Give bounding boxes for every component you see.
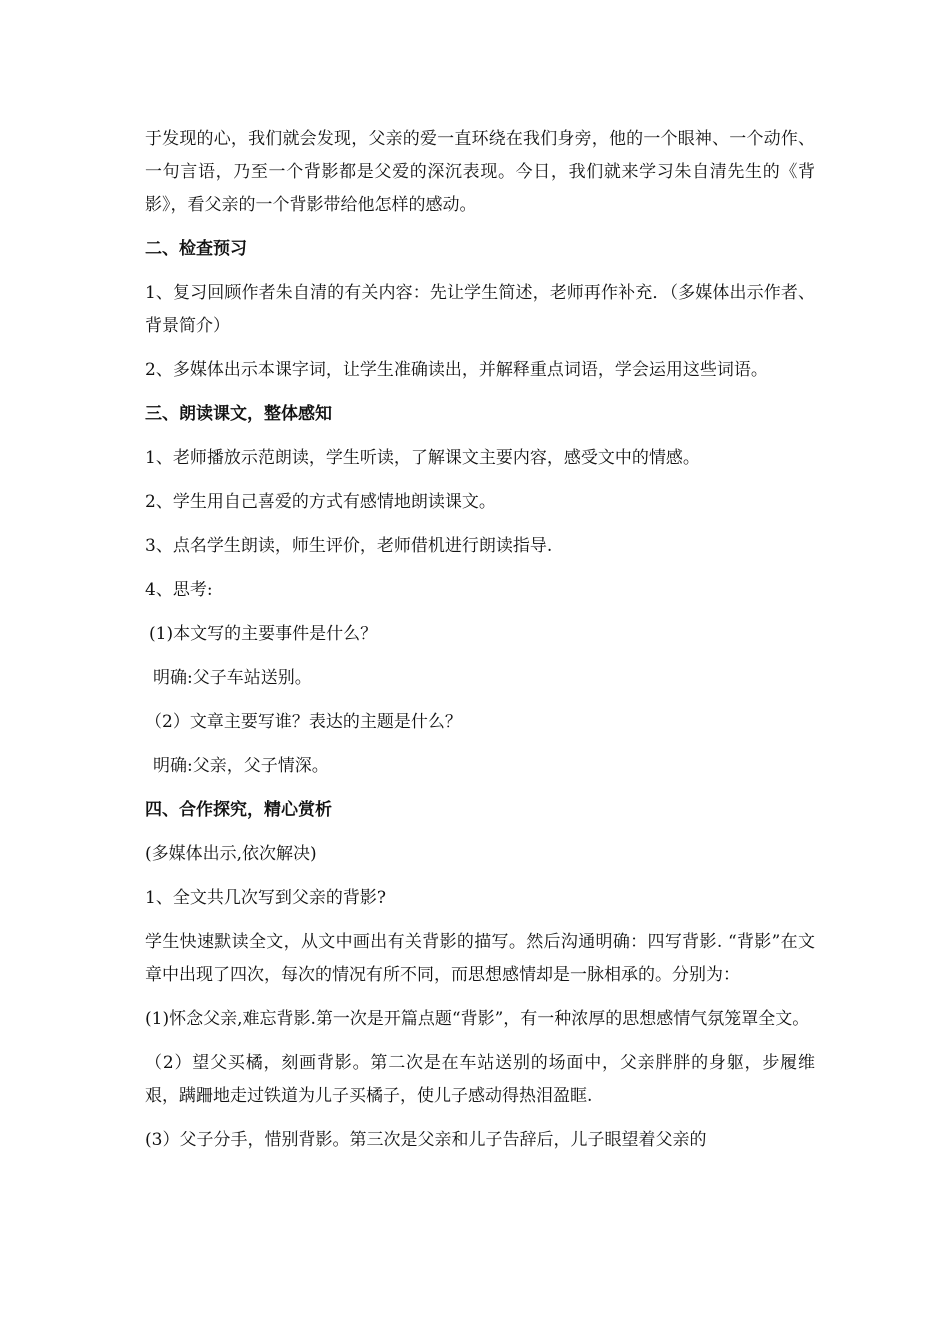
- document-body: [145, 120, 815, 1168]
- paragraph: (多媒体出示,依次解决): [145, 844, 317, 864]
- paragraph: 2、学生用自己喜爱的方式有感情地朗读课文。: [145, 492, 496, 512]
- question-item: （2）文章主要写谁？表达的主题是什么？: [145, 712, 462, 732]
- paragraph: 4、思考:: [145, 580, 213, 600]
- paragraph: 学生快速默读全文，从文中画出有关背影的描写。然后沟通明确：四写背影. “背影”在文章中出现了四次，每次的情况有所不同，而思想感情却是一脉相承的。分别为：: [145, 932, 815, 985]
- section-heading-analysis: 四、合作探究，精心赏析: [145, 800, 332, 820]
- paragraph: (1)怀念父亲,难忘背影.第一次是开篇点题“背影”，有一种浓厚的思想感情气氛笼罩全文。: [145, 1009, 810, 1029]
- paragraph: 3、点名学生朗读，师生评价，老师借机进行朗读指导.: [145, 536, 553, 556]
- paragraph: 2、多媒体出示本课字词，让学生准确读出，并解释重点词语，学会运用这些词语。: [145, 360, 768, 380]
- paragraph: 1、老师播放示范朗读，学生听读，了解课文主要内容，感受文中的情感。: [145, 448, 700, 468]
- answer-item: 明确:父子车站送别。: [153, 668, 312, 688]
- paragraph: （2）望父买橘，刻画背影。第二次是在车站送别的场面中，父亲胖胖的身躯，步履维艰，蹒跚地走过铁道为儿子买橘子，使儿子感动得热泪盈眶.: [145, 1053, 815, 1106]
- question-item: (1)本文写的主要事件是什么？: [149, 624, 378, 644]
- paragraph: 1、全文共几次写到父亲的背影?: [145, 888, 386, 908]
- section-heading-preview: 二、检查预习: [145, 239, 247, 259]
- answer-item: 明确:父亲，父子情深。: [153, 756, 329, 776]
- section-heading-reading: 三、朗读课文，整体感知: [145, 404, 332, 424]
- paragraph: 1、复习回顾作者朱自清的有关内容：先让学生简述，老师再作补充．（多媒体出示作者、背景简介）: [145, 283, 815, 336]
- paragraph: (3）父子分手，惜别背影。第三次是父亲和儿子告辞后，儿子眼望着父亲的: [145, 1130, 707, 1150]
- intro-paragraph: 于发现的心，我们就会发现，父亲的爱一直环绕在我们身旁，他的一个眼神、一个动作、一句言语，乃至一个背影都是父爱的深沉表现。今日，我们就来学习朱自清先生的《背影》，看父亲的一个背影带给他怎样的感动。: [145, 129, 815, 215]
